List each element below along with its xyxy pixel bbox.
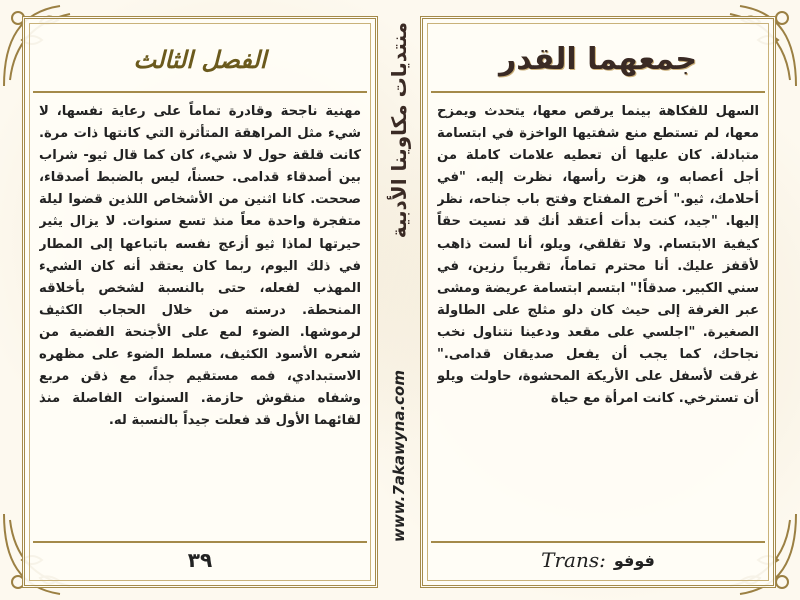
book-title: جمعهما القدر <box>498 41 698 77</box>
left-page <box>22 16 378 588</box>
forum-name: منتديات مكاوينا الأدبية <box>387 22 411 239</box>
translator-name: فوفو <box>613 550 655 570</box>
right-page-footer <box>431 541 765 577</box>
left-page-body-text: مهنية ناجحة وقادرة تماماً على رعاية نفسها، لا شيء مثل المراهقة المتأثرة التي كانتها ذات مرة. كانت قلقة حول لا شيء، كان كما قال ثيو- شراب بين أصدقاء قدامى. حسناً، ليس بالضبط أصدقاء، صححت. كانا اثنين من الأشخاص اللذين قضوا ليلة متفجرة واحدة معاً منذ تسع سنوات. لا يزال يثير حيرتها لماذا ثيو أزعج نفسه باتباعها إلى المطار في ذلك اليوم، ربما كان يعتقد أنه كان الشيء المهذب لفعله، حتى بالنسبة لشخص بأخلاقه المنحطة. درسته من خلال الحجاب الكثيف لرموشها. الضوء لمع على الأجنحة الفضية من شعره الأسود الكثيف، مسلط الضوء على مظهره الاستبدادي، فمه مستقيم جداً، مع ذقن مربع وشفاه منقوش حازمة. السنوات الفاصلة منذ لقائهما الأول قد فعلت جيداً بالنسبة له. <box>39 104 361 429</box>
translator-credit <box>541 548 655 572</box>
left-page-footer <box>33 541 367 577</box>
translator-label: Trans: <box>541 548 606 572</box>
right-page <box>420 16 776 588</box>
right-page-header <box>431 27 765 93</box>
page-number: ٣٩ <box>187 548 213 572</box>
spine-banner <box>380 16 418 588</box>
left-page-header <box>33 27 367 93</box>
chapter-label: الفصل الثالث <box>133 44 267 74</box>
right-page-body-text: السهل للفكاهة بينما يرقص معها، يتحدث ويمزح معها، لم تستطع منع شفتيها الواخزة في ابتسامة متبادلة. كان عليها أن تعطيه علامات كاملة من أجل أعصابه و، هزت رأسها، نظرت إليه. "في أحلامك، ثيو." أخرج المفتاح وفتح باب جناحه، نظر إليها. "جيد، كنت بدأت أعتقد أنك قد نسيت حقاً كيفية الابتسام. ولا تقلقي، ويلو، أنا لست ذاهب لأقفز عليك. أنا محترم تماماً، تقريباً رزين، في سني الكبير. صدقاً!" ابتسم ابتسامة عريضة ومشى عبر الغرفة إلى حيث كان دلو مثلج على الطاولة الصغيرة. "اجلسي على مقعد ودعينا نتناول نخب نجاحك، كما يجب أن يفعل صديقان قدامى." غرقت لأسفل على الأريكة المحشوة، حاولت ويلو أن تسترخي. كانت امرأة مع حياة <box>437 104 759 407</box>
site-url: www.7akawyna.com <box>390 370 408 542</box>
